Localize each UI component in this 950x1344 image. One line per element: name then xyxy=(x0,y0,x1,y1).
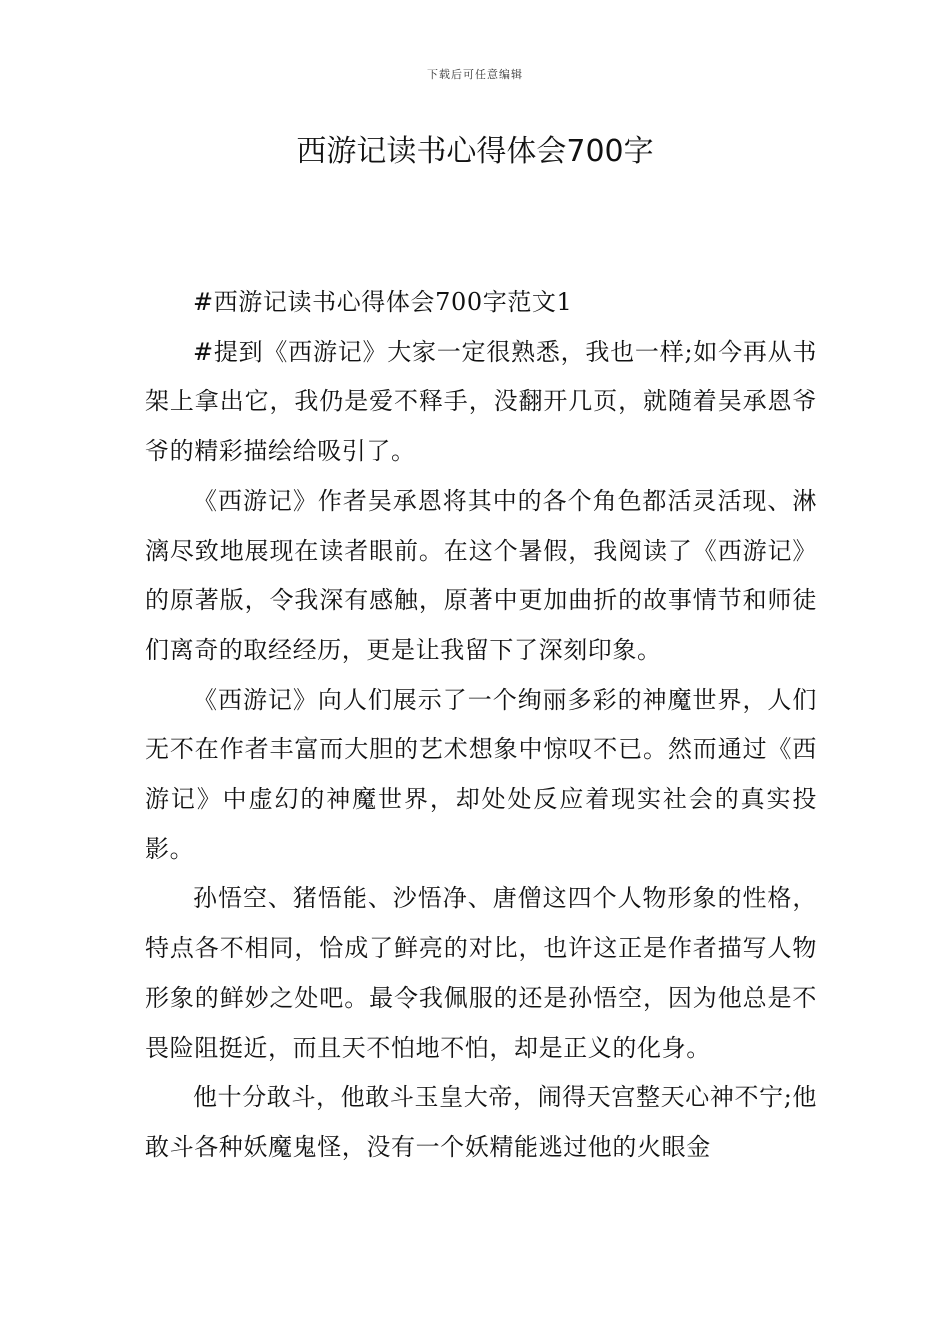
paragraph-4: 《西游记》向人们展示了一个绚丽多彩的神魔世界，人们无不在作者丰富而大胆的艺术想象中惊叹不已。然而通过《西游记》中虚幻的神魔世界，却处处反应着现实社会的真实投影。 xyxy=(145,685,817,863)
header-note: 下载后可任意编辑 xyxy=(427,68,523,81)
document-body xyxy=(145,278,817,1173)
paragraph-5: 孙悟空、猪悟能、沙悟净、唐僧这四个人物形象的性格，特点各不相同，恰成了鲜亮的对比，也许这正是作者描写人物形象的鲜妙之处吧。最令我佩服的还是孙悟空，因为他总是不畏险阻挺近，而且天不怕地不怕，却是正义的化身。 xyxy=(145,884,817,1062)
document-title: 西游记读书心得体会700字 xyxy=(296,134,654,169)
paragraph-3: 《西游记》作者吴承恩将其中的各个角色都活灵活现、淋漓尽致地展现在读者眼前。在这个暑假，我阅读了《西游记》的原著版，令我深有感触，原著中更加曲折的故事情节和师徒们离奇的取经经历，更是让我留下了深刻印象。 xyxy=(145,486,817,664)
paragraph-2: #提到《西游记》大家一定很熟悉，我也一样;如今再从书架上拿出它，我仍是爱不释手，没翻开几页，就随着吴承恩爷爷的精彩描绘给吸引了。 xyxy=(145,337,817,466)
paragraph-6: 他十分敢斗，他敢斗玉皇大帝，闹得天宫整天心神不宁;他敢斗各种妖魔鬼怪，没有一个妖精能逃过他的火眼金 xyxy=(145,1083,817,1161)
paragraph-1: #西游记读书心得体会700字范文1 xyxy=(193,288,573,316)
